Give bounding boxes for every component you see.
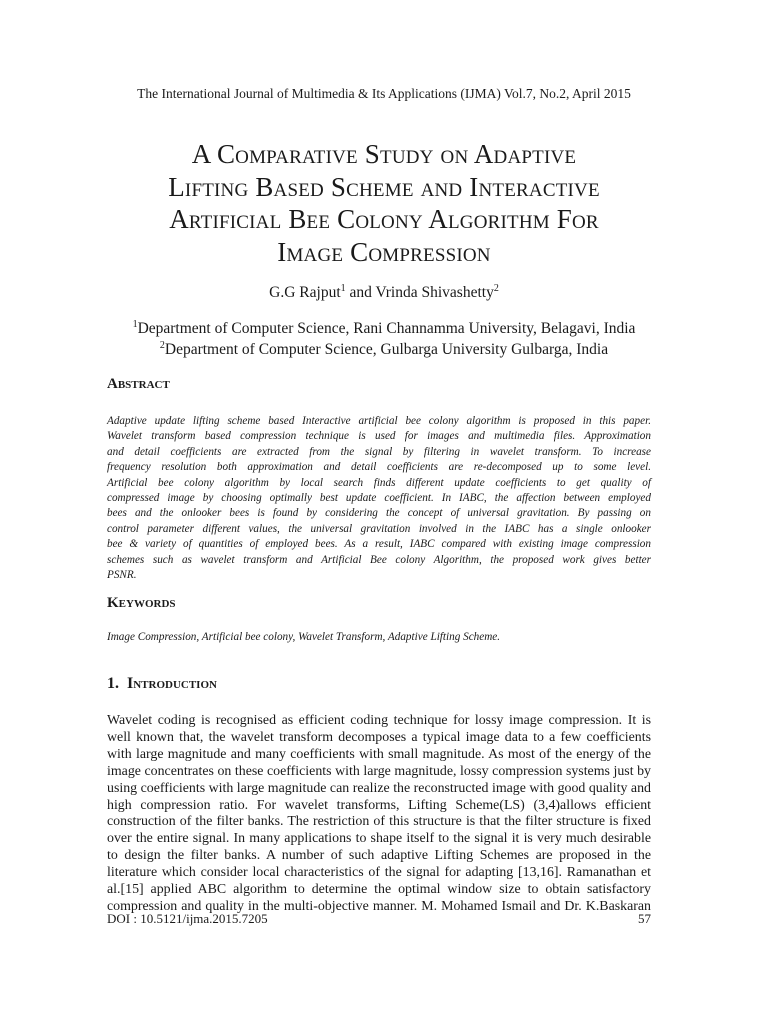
body-line: al.[15] applied ABC algorithm to determine the optimal window size to obtain satisfactory xyxy=(107,882,651,898)
title-line: Lifting Based Scheme and Interactive xyxy=(168,171,600,202)
author-name: G.G Rajput xyxy=(269,284,341,301)
title-line: Artificial Bee Colony Algorithm For xyxy=(169,204,599,234)
affiliation-mark: 1 xyxy=(132,318,138,330)
abstract-line: compressed image by choosing optimally best update coefficient. In IABC, the affection between employed xyxy=(107,492,651,505)
keywords-text: Image Compression, Artificial bee colony, Wavelet Transform, Adaptive Lifting Scheme. xyxy=(107,631,501,643)
abstract-line: Wavelet transform based compression technique is used for images and multimedia files. Approximation xyxy=(107,430,651,443)
abstract-body xyxy=(107,414,651,583)
abstract-line: control parameter different values, the universal gravitation involved in the IABC has a single onlooker xyxy=(107,522,651,535)
affiliation-text: Department of Computer Science, Rani Channamma University, Belagavi, India xyxy=(137,320,636,337)
page-number: 57 xyxy=(638,911,651,926)
body-line: high compression ratio. For wavelet transforms, Lifting Scheme(LS) (3,4)allows efficient xyxy=(107,797,651,813)
introduction-heading xyxy=(107,675,217,693)
title-line: A Comparative Study on Adaptive xyxy=(191,139,577,169)
introduction-body xyxy=(107,713,651,916)
author-line xyxy=(0,284,768,302)
abstract-line: frequency resolution both approximation and detail coefficients are re-decomposed up to some level. xyxy=(107,461,651,474)
author-affiliation-mark: 2 xyxy=(493,282,499,294)
title-line: Image Compression xyxy=(277,236,491,267)
body-line: Wavelet coding is recognised as efficient coding technique for lossy image compression. It is xyxy=(107,713,651,728)
journal-header: The International Journal of Multimedia & Its Applications (IJMA) Vol.7, No.2, April 2015 xyxy=(137,86,631,101)
affiliation-mark: 2 xyxy=(159,339,165,351)
abstract-line: schemes such as wavelet transform and Artificial Bee colony Algorithm, the proposed work gives better xyxy=(107,553,651,566)
section-title: Introduction xyxy=(127,675,217,692)
body-line: construction of the filter banks. The restriction of this structure is that the filter structure is fixed xyxy=(107,814,651,830)
body-line: well known that, the wavelet transform decomposes a typical image data to a few coefficients xyxy=(107,729,651,745)
body-line: compression and quality in the multi-objective manner. M. Mohamed Ismail and Dr. K.Baskaran xyxy=(107,898,651,914)
body-line: with large magnitude and many coefficients with small magnitude. As most of the energy of the xyxy=(107,746,651,762)
author-affiliation-mark: 1 xyxy=(340,282,346,294)
abstract-line: Artificial bee colony algorithm by local search finds different update coefficients to get quality of xyxy=(107,476,651,489)
body-line: image concentrates on these coefficients with large magnitude, lossy compression systems just by xyxy=(107,763,651,779)
affiliation-text: Department of Computer Science, Gulbarga University Gulbarga, India xyxy=(164,341,609,358)
section-number: 1. xyxy=(107,675,119,692)
paper-title xyxy=(60,138,708,268)
affiliation xyxy=(0,320,768,338)
body-line: to design the filter banks. A number of such adaptive Lifting Schemes are proposed in the xyxy=(107,848,651,864)
affiliation xyxy=(0,341,768,359)
body-line: literature which consider local characteristics of the signal for adapting [13,16]. Ramanathan et xyxy=(107,865,651,881)
doi-text: DOI : 10.5121/ijma.2015.7205 xyxy=(107,911,268,926)
body-line: over the entire signal. In many applications to shape itself to the signal it is very much desirable xyxy=(107,831,651,847)
abstract-line: bees and the onlooker bees is found by considering the concept of universal gravitation. By passing on xyxy=(107,507,651,520)
abstract-line: and detail coefficients are extracted from the signal by filtering in wavelet transform. To increase xyxy=(107,445,651,458)
abstract-heading: Abstract xyxy=(107,376,170,392)
keywords-heading: Keywords xyxy=(107,595,176,611)
author-connector: and xyxy=(345,284,376,301)
author-name: Vrinda Shivashetty xyxy=(375,284,494,301)
abstract-line: bee & variety of quantities of employed bees. As a result, IABC compared with existing image compression xyxy=(107,538,651,551)
abstract-line: PSNR. xyxy=(107,569,137,582)
abstract-line: Adaptive update lifting scheme based Interactive artificial bee colony algorithm is proposed in this paper. xyxy=(107,415,651,427)
body-line: using coefficients with large magnitude can realize the reconstructed image with good quality and xyxy=(107,780,651,796)
